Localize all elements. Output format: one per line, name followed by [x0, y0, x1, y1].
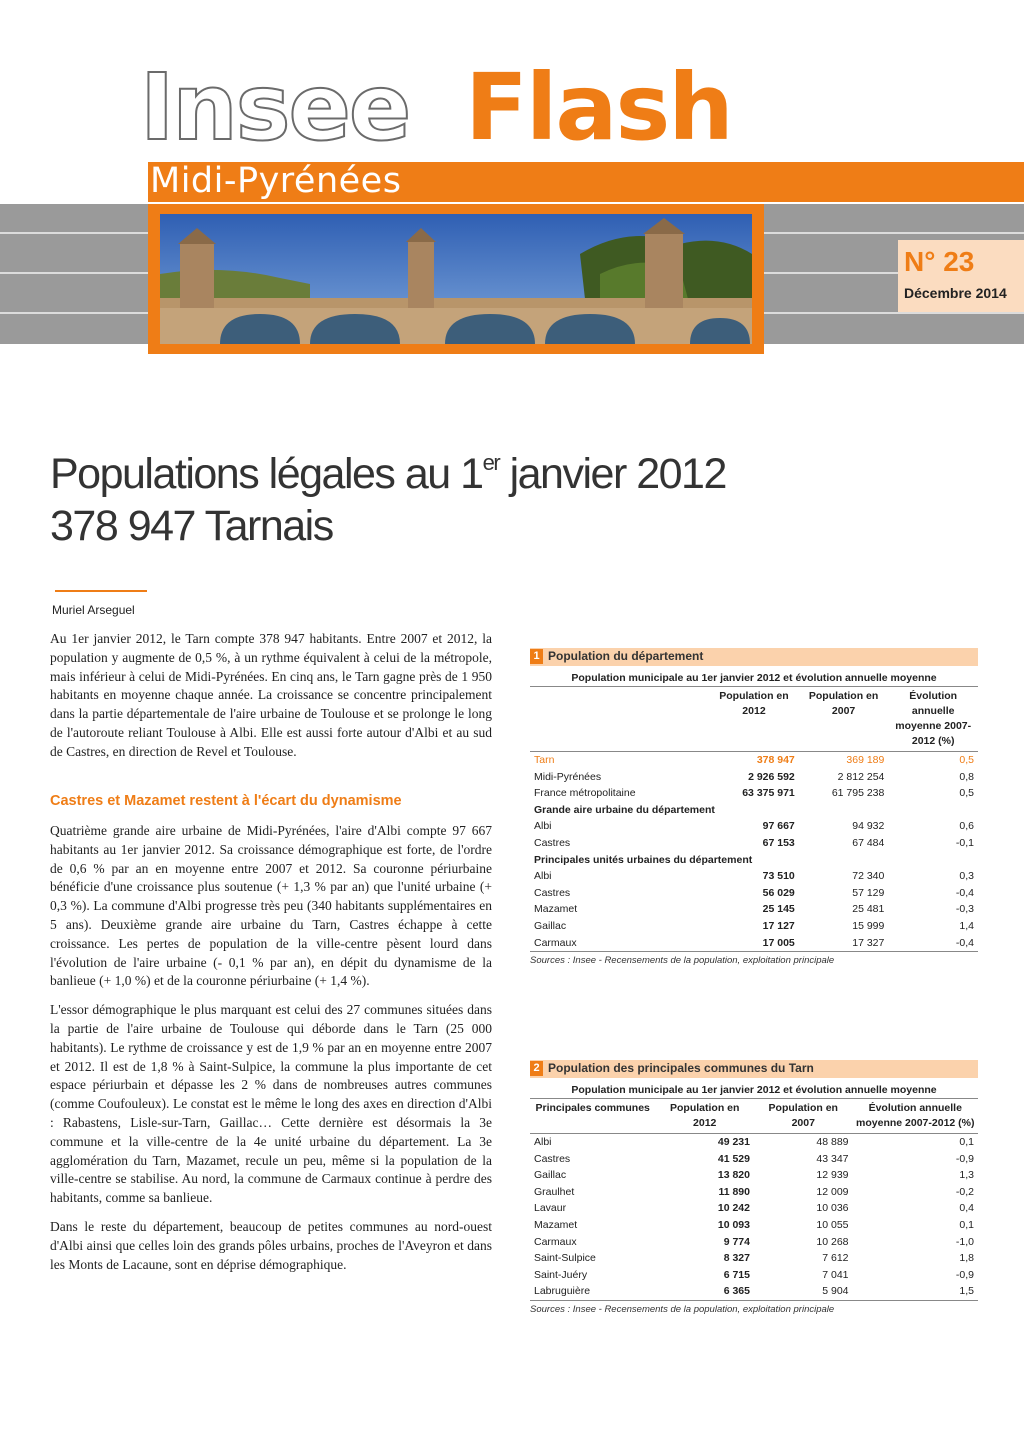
- row-label: France métropolitaine: [534, 787, 636, 800]
- population-2012: 63 375 971: [742, 787, 795, 800]
- population-2007: 12 939: [816, 1169, 849, 1182]
- row-label: Tarn: [530, 752, 709, 769]
- table1-caption: Population municipale au 1er janvier 2012 et évolution annuelle moyenne: [530, 670, 978, 687]
- table2-number: 2: [530, 1061, 543, 1076]
- table-row: [530, 1267, 978, 1284]
- table-row: [530, 1167, 978, 1184]
- table2-grid: [530, 1099, 978, 1301]
- row-label: Gaillac: [534, 1169, 567, 1182]
- body-paragraph: Quatrième grande aire urbaine de Midi-Pyrénées, l'aire d'Albi compte 97 667 habitants au 1er janvier 2012. Sa croissance démographique est forte, de l'ordre de 0,6 % par an en moyenne entre 2007 et 2012. Sa couronne périurbaine bénéficie d'une croissance plus soutenue (+ 1,3 % par an) que l'unité urbaine (+ 0,3 %). La commune d'Albi progresse très peu (340 habitants supplémentaires en 5 ans). Deuxième grande aire urbaine du Tarn, Castres échappe à cette croissance. Les pertes de population de la ville-centre pèsent lourd dans l'évolution de l'aire urbaine (- 0,1 % par an), en dépit du dynamisme de la banlieue (+ 1,0 %) et de la couronne périurbaine (+ 1,4 %).: [50, 823, 492, 989]
- table1-col-header: [530, 687, 709, 752]
- population-2012: 11 890: [718, 1185, 750, 1198]
- row-label: Carmaux: [534, 1235, 577, 1248]
- population-2007: 61 795 238: [831, 787, 885, 800]
- row-label: Graulhet: [534, 1185, 575, 1198]
- population-2012: 9 774: [723, 1235, 750, 1248]
- annual-evolution: 1,5: [853, 1283, 978, 1300]
- population-2007: 5 904: [754, 1283, 853, 1300]
- row-label: Castres: [534, 836, 571, 849]
- row-label: Albi: [534, 820, 552, 833]
- body-paragraph: L'essor démographique le plus marquant est celui des 27 communes situées dans la partie de l'aire urbaine de Toulouse qui déborde dans le Tarn (25 000 habitants). Le rythme de croissance y est de 1,9 % par an en moyenne entre 2007 et 2012. Il est de 1,8 % à Saint-Sulpice, la commune la plus importante de cet espace périurbain et dépasse les 2 % dans de nombreuses autres communes (comme Coufouleux). Le constat est le même le long des axes en direction d'Albi : Rabastens, Lisle-sur-Tarn, Gaillac… Cette dernière est désormais la 3e commune et la ville-centre de la 4e unité urbaine du département. La 3e agglomération du Tarn, Mazamet, recule un peu, même si la population de la ville-centre se stabilise. Au nord, la commune de Carmaux continue à perdre des habitants, comme sa banlieue.: [50, 1002, 492, 1206]
- population-2012: 2 926 592: [748, 770, 795, 783]
- table2-col-header: Population en 2012: [670, 1102, 740, 1129]
- issue-number: N° 23: [904, 246, 975, 277]
- population-2012: 67 153: [762, 836, 795, 849]
- table1-grid: [530, 687, 978, 952]
- table-row: [530, 769, 978, 786]
- row-label: Carmaux: [530, 935, 709, 952]
- table2-col-header: Évolution annuelle moyenne 2007-2012 (%): [856, 1102, 975, 1129]
- table-row: [530, 1134, 978, 1151]
- table-row: [530, 1283, 978, 1300]
- population-2007: 67 484: [852, 836, 885, 849]
- table2-col-header: Principales communes: [535, 1102, 650, 1114]
- table-section-label: Grande aire urbaine du département: [534, 803, 715, 816]
- table-row: [530, 752, 978, 769]
- population-2012: 17 005: [709, 935, 799, 952]
- row-label: Castres: [534, 886, 571, 899]
- population-2012: 97 667: [762, 820, 795, 833]
- population-2007: 7 612: [822, 1252, 849, 1265]
- annual-evolution: -0,9: [955, 1152, 974, 1165]
- annual-evolution: -0,4: [888, 935, 978, 952]
- table-row: [530, 1234, 978, 1251]
- table2-col-header: Population en 2007: [768, 1102, 838, 1129]
- intro-text: Au 1er janvier 2012, le Tarn compte 378 947 habitants. Entre 2007 et 2012, la population y augmente de 0,5 %, à un rythme équivalent à celui de la métropole, mais inférieur à celui de Midi-Pyrénées. En cinq ans, le Tarn gagne près de 1 950 habitants en moyenne chaque année. La croissance se concentre principalement dans la partie départementale de l'aire urbaine de Toulouse et se prolonge le long de l'autoroute reliant Toulouse à Albi. Elle est aussi forte autour d'Albi et au sud de Castres, en direction de Revel et Toulouse.: [50, 631, 492, 759]
- population-2007: 15 999: [852, 919, 885, 932]
- population-2007: 43 347: [816, 1152, 849, 1165]
- population-2012: 25 145: [762, 903, 795, 916]
- population-2012: 10 242: [717, 1202, 750, 1215]
- table1-col-header: Population en 2012: [719, 690, 789, 717]
- row-label: Saint-Sulpice: [534, 1252, 596, 1265]
- table-row: [530, 835, 978, 852]
- section-subheading: Castres et Mazamet restent à l'écart du dynamisme: [50, 793, 402, 809]
- logo-flash: Flash: [465, 54, 732, 161]
- row-label: Mazamet: [534, 903, 578, 916]
- title-line2: 378 947 Tarnais: [50, 502, 333, 550]
- population-2007: 17 327: [799, 935, 889, 952]
- table1-col-header: Évolution annuelle moyenne 2007-2012 (%): [895, 690, 972, 747]
- row-label: Labruguière: [530, 1283, 655, 1300]
- bridge-photo: [160, 214, 752, 344]
- population-2007: 7 041: [822, 1268, 849, 1281]
- table2-source: Sources : Insee - Recensements de la population, exploitation principale: [530, 1303, 835, 1315]
- annual-evolution: -0,3: [955, 903, 974, 916]
- row-label: Albi: [530, 1134, 655, 1151]
- table1-title: Population du département: [548, 649, 704, 663]
- table1-source: Sources : Insee - Recensements de la population, exploitation principale: [530, 955, 835, 967]
- table2-caption: Population municipale au 1er janvier 2012 et évolution annuelle moyenne: [530, 1082, 978, 1099]
- annual-evolution: 0,1: [959, 1218, 974, 1231]
- table1-header: [530, 648, 978, 666]
- annual-evolution: 1,4: [959, 919, 974, 932]
- population-2007: 48 889: [754, 1134, 853, 1151]
- population-2012: 73 510: [762, 870, 795, 883]
- annual-evolution: 0,8: [959, 770, 974, 783]
- row-label: Mazamet: [534, 1218, 578, 1231]
- population-2012: 10 093: [717, 1218, 750, 1231]
- population-2012: 56 029: [762, 886, 795, 899]
- annual-evolution: 0,1: [853, 1134, 978, 1151]
- title-line1-post: janvier 2012: [499, 450, 726, 498]
- body-paragraph: Dans le reste du département, beaucoup de petites communes au nord-ouest d'Albi ainsi que celles loin des grands pôles urbains, proches de l'Aveyron et dans les Monts de Lacaune, sont en déprise démographique.: [50, 1218, 492, 1272]
- annual-evolution: 0,5: [959, 787, 974, 800]
- row-label: Albi: [534, 870, 552, 883]
- population-2007: 25 481: [852, 903, 885, 916]
- population-2007: 57 129: [852, 886, 885, 899]
- row-label: Midi-Pyrénées: [534, 770, 602, 783]
- annual-evolution: -0,1: [955, 836, 974, 849]
- table1-col-header: Population en 2007: [808, 690, 879, 717]
- logo-insee: Insee: [140, 54, 410, 161]
- population-2007: 2 812 254: [837, 770, 885, 783]
- table-row: [530, 901, 978, 918]
- annual-evolution: 0,4: [959, 1202, 974, 1215]
- author: Muriel Arseguel: [52, 603, 135, 617]
- title-rule: [55, 590, 147, 592]
- intro-paragraph: [50, 630, 492, 772]
- population-2012: 378 947: [709, 752, 799, 769]
- population-2007: 10 036: [816, 1202, 849, 1215]
- population-2012: 49 231: [655, 1134, 754, 1151]
- table-row: [530, 918, 978, 935]
- table-row: [530, 785, 978, 802]
- table-row: [530, 1151, 978, 1168]
- title-line1-pre: Populations légales au 1: [50, 450, 483, 498]
- population-2012: 8 327: [723, 1252, 750, 1265]
- table1-number: 1: [530, 649, 543, 664]
- table-row: [530, 1217, 978, 1234]
- table-row: [530, 1200, 978, 1217]
- population-2012: 17 127: [762, 919, 795, 932]
- annual-evolution: -0,9: [955, 1268, 974, 1281]
- region-name: Midi-Pyrénées: [150, 161, 402, 201]
- annual-evolution: 0,3: [959, 870, 974, 883]
- annual-evolution: 0,5: [888, 752, 978, 769]
- table2-title: Population des principales communes du Tarn: [548, 1061, 814, 1075]
- table-row: [530, 818, 978, 835]
- row-label: Castres: [534, 1152, 571, 1165]
- population-2012: 41 529: [717, 1152, 750, 1165]
- annual-evolution: 0,6: [959, 820, 974, 833]
- table-row: [530, 868, 978, 885]
- page-title: [50, 448, 726, 552]
- population-2007: 10 268: [816, 1235, 849, 1248]
- row-label: Saint-Juéry: [534, 1268, 588, 1281]
- table-row: [530, 1250, 978, 1267]
- table-row: [530, 935, 978, 952]
- title-line1-sup: er: [482, 450, 500, 475]
- population-2007: 10 055: [816, 1218, 849, 1231]
- population-2012: 6 715: [723, 1268, 750, 1281]
- annual-evolution: -1,0: [955, 1235, 974, 1248]
- population-2007: 12 009: [816, 1185, 849, 1198]
- row-label: Lavaur: [534, 1202, 567, 1215]
- population-2007: 94 932: [852, 820, 885, 833]
- issue-date: Décembre 2014: [904, 285, 1007, 301]
- annual-evolution: -0,2: [955, 1185, 974, 1198]
- table-row: [530, 885, 978, 902]
- table-row: [530, 802, 978, 819]
- table-section-label: Principales unités urbaines du département: [534, 853, 753, 866]
- annual-evolution: 1,8: [959, 1252, 974, 1265]
- table2: [530, 1082, 978, 1315]
- row-label: Gaillac: [534, 919, 567, 932]
- population-2012: 13 820: [717, 1169, 750, 1182]
- population-2007: 72 340: [852, 870, 885, 883]
- table-row: [530, 852, 978, 869]
- annual-evolution: 1,3: [959, 1169, 974, 1182]
- population-2007: 369 189: [799, 752, 889, 769]
- body-column: [50, 822, 492, 1284]
- table2-header: [530, 1060, 978, 1078]
- table-row: [530, 1184, 978, 1201]
- annual-evolution: -0,4: [955, 886, 974, 899]
- table1: [530, 670, 978, 966]
- population-2012: 6 365: [655, 1283, 754, 1300]
